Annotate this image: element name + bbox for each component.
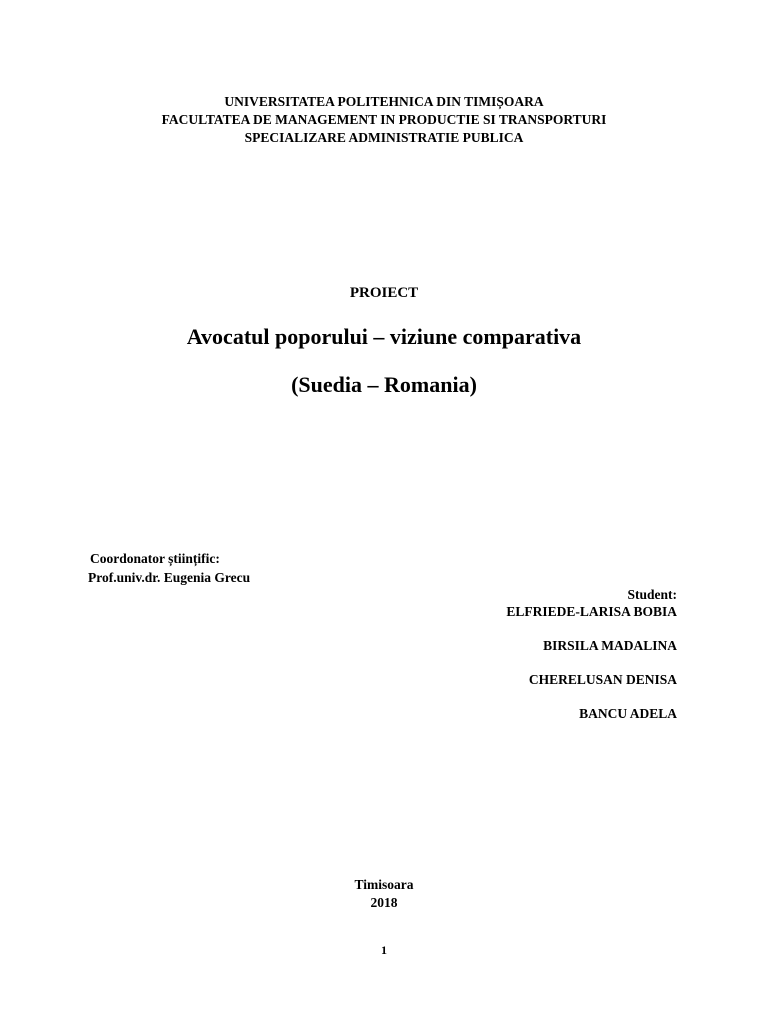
faculty-name: FACULTATEA DE MANAGEMENT IN PRODUCTIE SI TRANSPORTURI bbox=[161, 112, 607, 127]
student-name: CHERELUSAN DENISA bbox=[528, 672, 677, 687]
project-label: PROIECT bbox=[349, 285, 419, 301]
coordinator-label: Coordonator științific: bbox=[90, 551, 220, 566]
project-subtitle: (Suedia – Romania) bbox=[291, 372, 477, 397]
student-name: BANCU ADELA bbox=[579, 706, 677, 721]
coordinator-name: Prof.univ.dr. Eugenia Grecu bbox=[88, 570, 251, 585]
page-number: 1 bbox=[381, 943, 387, 957]
specialization-name: SPECIALIZARE ADMINISTRATIE PUBLICA bbox=[244, 130, 524, 145]
year: 2018 bbox=[370, 895, 398, 910]
university-name: UNIVERSITATEA POLITEHNICA DIN TIMIȘOARA bbox=[224, 94, 544, 109]
project-title: Avocatul poporului – viziune comparativa bbox=[186, 324, 582, 349]
student-name: ELFRIEDE-LARISA BOBIA bbox=[506, 604, 677, 619]
city: Timisoara bbox=[354, 877, 414, 892]
student-name: BIRSILA MADALINA bbox=[543, 638, 677, 653]
student-label: Student: bbox=[627, 587, 677, 602]
